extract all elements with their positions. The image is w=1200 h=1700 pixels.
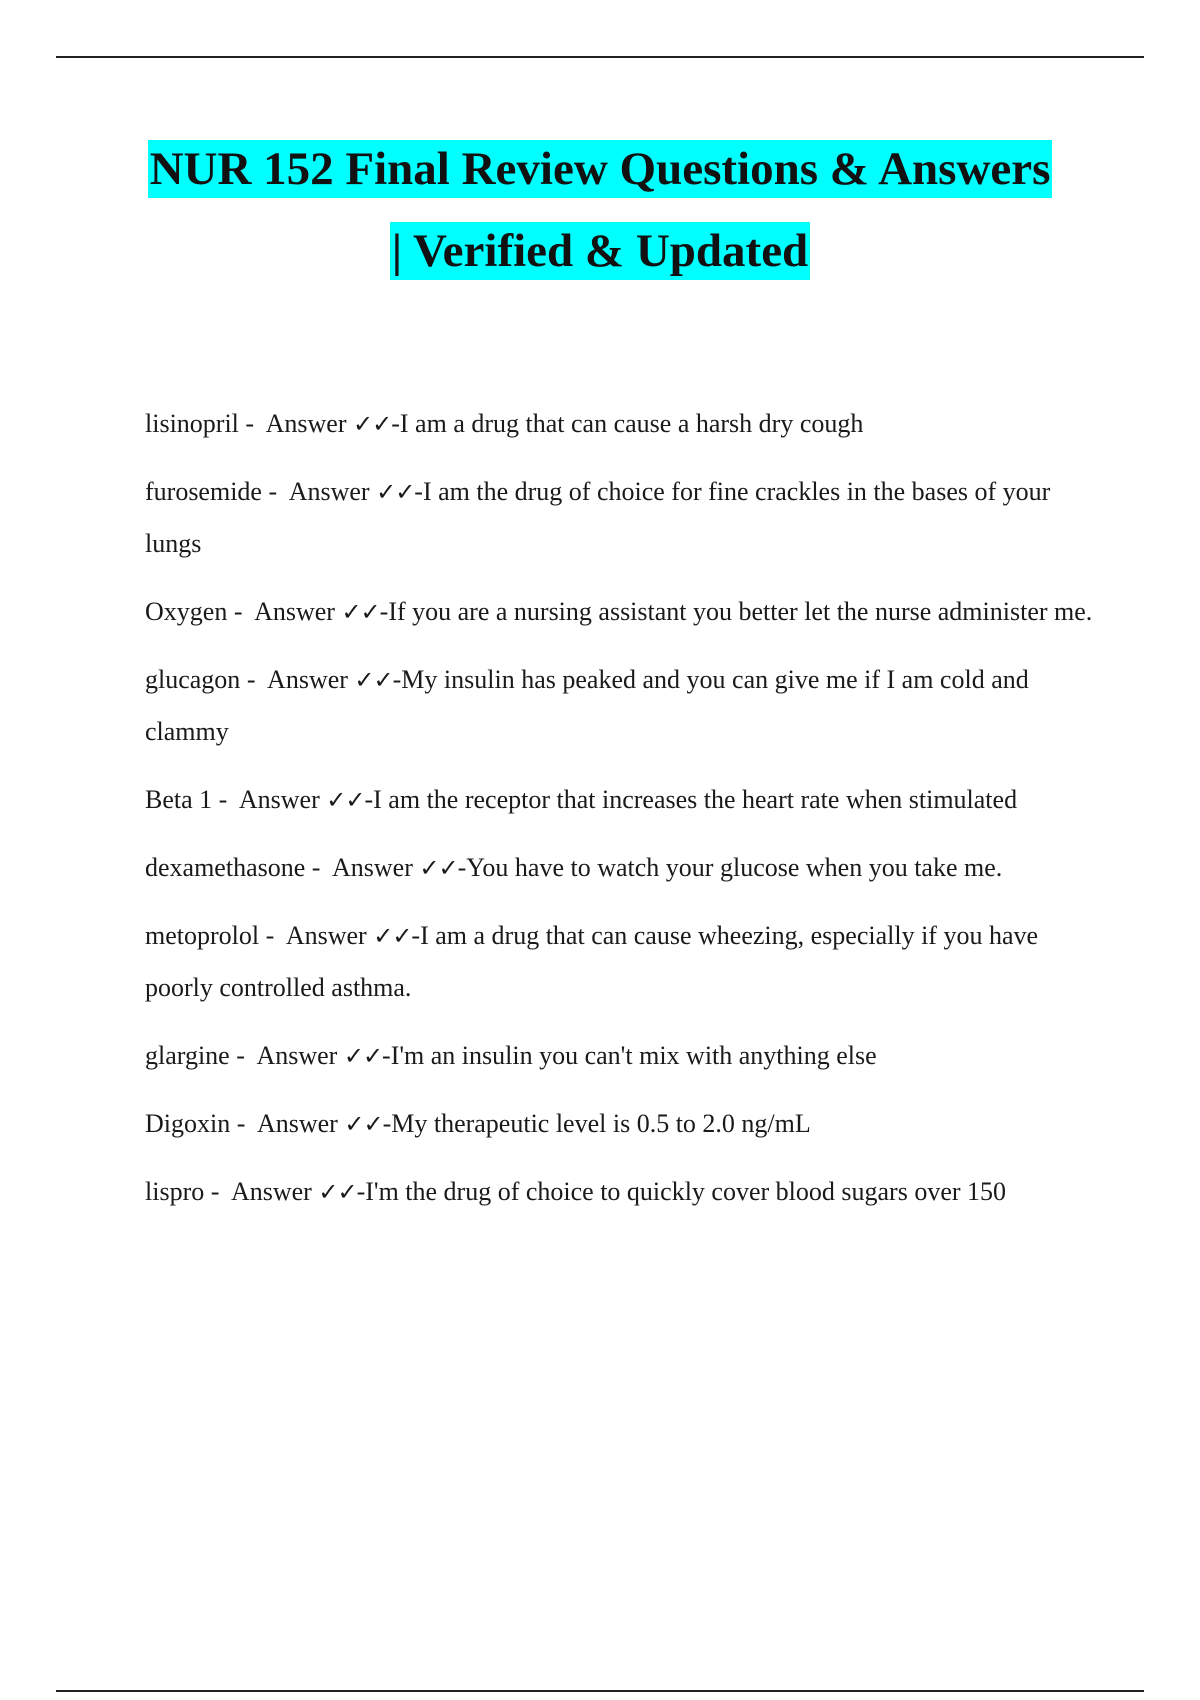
qa-term: Beta 1	[145, 785, 213, 814]
top-rule	[56, 56, 1144, 58]
qa-answer: -You have to watch your glucose when you take me.	[457, 853, 1003, 882]
check-icon: ✓✓	[353, 410, 392, 438]
check-icon: ✓✓	[419, 854, 458, 882]
qa-term: glargine	[145, 1041, 230, 1070]
qa-answer: -I am the drug of choice for fine crackles in the bases of your lungs	[145, 477, 1051, 558]
check-icon: ✓✓	[376, 478, 415, 506]
qa-term: lispro	[145, 1177, 205, 1206]
qa-answer: -I'm an insulin you can't mix with anything else	[382, 1041, 877, 1070]
qa-answer: -If you are a nursing assistant you better let the nurse administer me.	[379, 597, 1093, 626]
qa-term: glucagon	[145, 665, 241, 694]
qa-item: dexamethasone - Answer ✓✓-You have to watch your glucose when you take me.	[145, 853, 1003, 882]
qa-item: glucagon - Answer ✓✓-My insulin has peaked and you can give me if I am cold and clammy	[145, 665, 1029, 746]
qa-item: lispro - Answer ✓✓-I'm the drug of choice to quickly cover blood sugars over 150	[145, 1177, 1007, 1206]
qa-answer: -My insulin has peaked and you can give me if I am cold and clammy	[145, 665, 1029, 746]
answer-label: Answer	[230, 1177, 312, 1206]
qa-answer: -My therapeutic level is 0.5 to 2.0 ng/mL	[382, 1109, 811, 1138]
qa-item: glargine - Answer ✓✓-I'm an insulin you can't mix with anything else	[145, 1041, 877, 1070]
check-icon: ✓✓	[344, 1110, 383, 1138]
qa-list	[145, 398, 1095, 1234]
qa-term: metoprolol	[145, 921, 260, 950]
qa-answer: -I am a drug that can cause a harsh dry cough	[391, 409, 864, 438]
title-line-2: | Verified & Updated	[390, 222, 810, 280]
answer-label: Answer	[256, 1109, 338, 1138]
qa-term: Digoxin	[145, 1109, 231, 1138]
check-icon: ✓✓	[343, 1042, 383, 1070]
qa-item: lisinopril - Answer ✓✓-I am a drug that can cause a harsh dry cough	[145, 409, 864, 438]
qa-item: Beta 1 - Answer ✓✓-I am the receptor that increases the heart rate when stimulated	[145, 785, 1018, 814]
check-icon: ✓✓	[341, 598, 380, 626]
qa-answer: -I'm the drug of choice to quickly cover blood sugars over 150	[356, 1177, 1007, 1206]
qa-item: metoprolol - Answer ✓✓-I am a drug that can cause wheezing, especially if you have poorly controlled asthma.	[145, 921, 1039, 1002]
answer-label: Answer	[285, 921, 367, 950]
check-icon: ✓✓	[326, 786, 365, 814]
qa-item: furosemide - Answer ✓✓-I am the drug of choice for fine crackles in the bases of your lungs	[145, 477, 1051, 558]
answer-label: Answer	[254, 597, 335, 626]
answer-label: Answer	[238, 785, 320, 814]
qa-term: dexamethasone	[145, 853, 306, 882]
qa-term: Oxygen	[145, 597, 228, 626]
qa-answer: -I am the receptor that increases the heart rate when stimulated	[364, 785, 1018, 814]
bottom-rule	[56, 1690, 1144, 1692]
qa-item: Oxygen - Answer ✓✓-If you are a nursing assistant you better let the nurse administer me.	[145, 597, 1093, 626]
qa-item: Digoxin - Answer ✓✓-My therapeutic level is 0.5 to 2.0 ng/mL	[145, 1109, 811, 1138]
answer-label: Answer	[256, 1041, 338, 1070]
check-icon: ✓✓	[373, 922, 412, 950]
check-icon: ✓✓	[318, 1178, 357, 1206]
answer-label: Answer	[332, 853, 413, 882]
qa-term: lisinopril	[145, 409, 239, 438]
qa-term: furosemide	[145, 477, 262, 506]
document-title	[56, 140, 1144, 280]
title-line-1: NUR 152 Final Review Questions & Answers	[148, 140, 1053, 198]
qa-answer: -I am a drug that can cause wheezing, especially if you have poorly controlled asthma.	[145, 921, 1039, 1002]
check-icon: ✓✓	[354, 666, 393, 694]
answer-label: Answer	[288, 477, 370, 506]
answer-label: Answer	[265, 409, 347, 438]
answer-label: Answer	[267, 665, 348, 694]
